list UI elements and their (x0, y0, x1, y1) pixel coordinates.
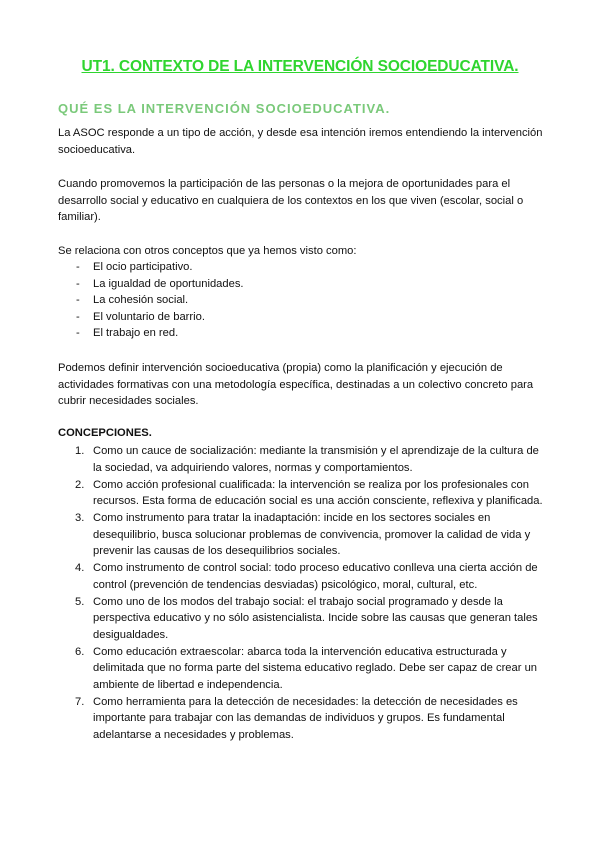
item-number: 2. (75, 478, 85, 491)
list-item-text: Como uno de los modos del trabajo social: el trabajo social programado y desde la perspectiva educativo y no sólo asistencialista. Incide sobre las causas que generan tales desigualdades. (93, 595, 538, 641)
item-number: 1. (75, 445, 85, 457)
list-item (58, 443, 546, 476)
list-item-text: Como instrumento para tratar la inadaptación: incide en los sectores sociales en desequilibrio, busca solucionar problemas de convivencia, promover la calidad de vida y prevenir las causas de los desequilibrios sociales. (93, 512, 531, 557)
participation-paragraph: Cuando promovemos la participación de las personas o la mejora de oportunidades para el desarrollo social y educativo en cualquiera de los contextos en los que viven (escolar, social o familiar). (58, 178, 524, 223)
page-title: UT1. CONTEXTO DE LA INTERVENCIÓN SOCIOEDUCATIVA. (81, 58, 519, 75)
list-item-text: El trabajo en red. (93, 327, 179, 339)
list-item-text: Como un cauce de socialización: mediante la transmisión y el aprendizaje de la cultura de la sociedad, va adquiriendo valores, normas y comportamientos. (93, 445, 539, 474)
list-item (58, 644, 546, 694)
item-number: 4. (75, 562, 85, 574)
list-item-text: El ocio participativo. (93, 261, 193, 273)
dash-marker: - (76, 277, 80, 290)
conceptions-heading: CONCEPCIONES. (58, 427, 152, 439)
conceptions-list (58, 443, 546, 744)
list-item (58, 560, 546, 593)
list-item-text: Como acción profesional cualificada: la intervención se realiza por los profesionales con recursos. Esta forma de educación social es una acción consciente, reflexiva y planificada. (93, 478, 543, 507)
list-item-text: La igualdad de oportunidades. (93, 277, 244, 290)
dash-marker: - (76, 310, 80, 323)
item-number: 7. (75, 695, 85, 708)
related-concepts-intro: Se relaciona con otros conceptos que ya hemos visto como: (58, 245, 357, 257)
list-item-text: Como educación extraescolar: abarca toda la intervención educativa estructurada y delimitada que no forma parte del sistema educativo reglado. Debe ser capaz de crear un ambiente de libertad e independencia. (93, 645, 538, 691)
list-item (58, 477, 546, 510)
list-item-text: El voluntario de barrio. (93, 310, 205, 323)
list-item-text: Como instrumento de control social: todo proceso educativo conlleva una cierta acción de control (prevención de tendencias desviadas) psicológico, moral, cultural, etc. (93, 562, 538, 591)
list-item (58, 594, 546, 644)
item-number: 3. (75, 512, 85, 524)
intro-paragraph: La ASOC responde a un tipo de acción, y desde esa intención iremos entendiendo la intervención socioeducativa. (58, 127, 543, 156)
list-item-text: Como herramienta para la detección de necesidades: la detección de necesidades es importante para trabajar con las demandas de individuos y grupos. Es fundamental adelantarse a necesidades y problemas. (93, 695, 518, 741)
definition-paragraph: Podemos definir intervención socioeducativa (propia) como la planificación y ejecución de actividades formativas con una metodología específica, destinadas a un colectivo concreto para cubrir necesidades sociales. (58, 362, 534, 407)
list-item (58, 510, 546, 560)
section-heading: QUÉ ES LA INTERVENCIÓN SOCIOEDUCATIVA. (58, 101, 391, 116)
item-number: 6. (75, 645, 85, 658)
item-number: 5. (75, 595, 85, 608)
dash-marker: - (76, 327, 80, 339)
dash-marker: - (76, 261, 80, 273)
list-item (58, 694, 546, 744)
list-item-text: La cohesión social. (93, 294, 189, 306)
dash-marker: - (76, 294, 80, 306)
